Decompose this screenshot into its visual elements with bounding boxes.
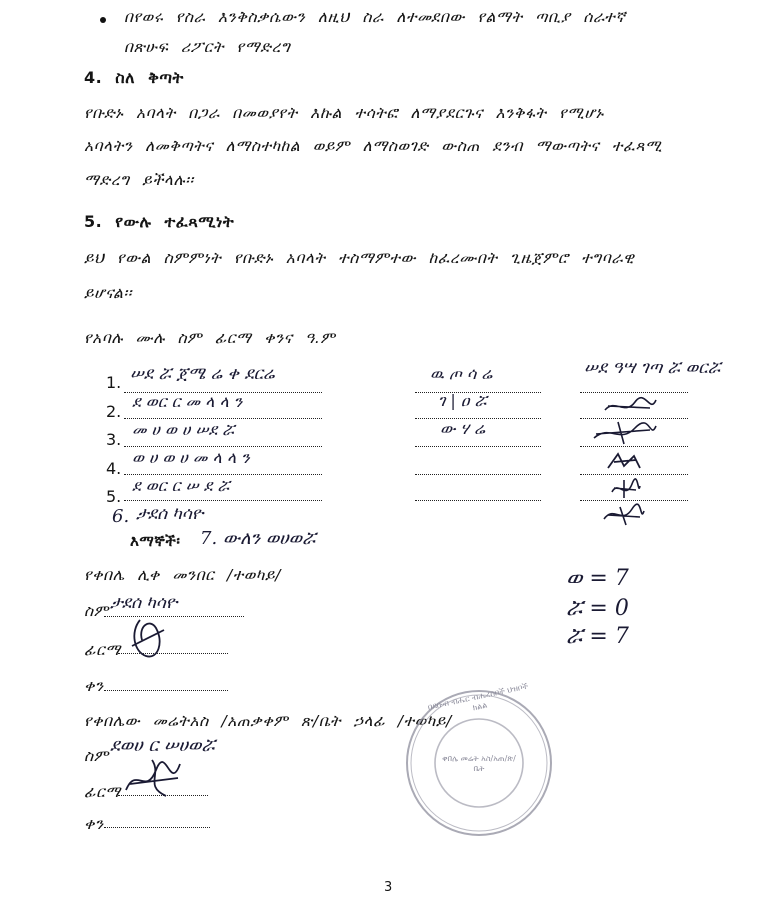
signature-line <box>580 392 688 393</box>
receiver2-title: የቀበሌው መሬትአስ /አጠቃቀም ጽ/ቤት ኃላፊ /ተወካይ/ <box>84 712 452 730</box>
receiver1-name-label: ስም <box>84 602 109 620</box>
member-name: ታደሰ ካሳዮ <box>136 504 204 524</box>
receiver2-name-label: ስም <box>84 747 109 765</box>
section4-para-line2: አባላትን ለመቅጣትና ለማስተካከል ወይም ለማስወገድ ውስጠ ደንብ ማውጣትና ተፈጻሚ <box>84 137 663 155</box>
receiver1-date-line <box>104 690 228 691</box>
section5-para-line1: ይህ የውል ስምምነት የቡድኑ አባላት ተስማምተው ከፈረሙበት ጊዜጀምሮ ተግባራዊ <box>84 249 635 267</box>
receiver2-signature-scribble <box>122 756 186 802</box>
name-line <box>124 446 322 447</box>
receiver2-name-value: ደወሀ ር ሠሀወሯ <box>110 735 215 756</box>
official-stamp <box>404 681 554 838</box>
tally-line: ሯ = 0 <box>566 596 629 621</box>
name-line <box>124 500 322 501</box>
signature-scribble <box>590 420 660 446</box>
members-header: የአባሉ ሙሉ ስም ፊርማ ቀንና ዓ.ም <box>84 329 336 347</box>
witness-entry: 7. ውለን ወሀወሯ <box>200 528 316 549</box>
tally-line: ሯ = 7 <box>566 624 629 649</box>
member-name: ወ ሀ ወ ሀ መ ላ ላ ን <box>132 448 250 467</box>
section4-para-line1: የቡድኑ አባላት በጋራ በመወያየት እኩል ተሳትፎ ለማያደርጉና እንቅፋት የሚሆኑ <box>84 104 604 122</box>
section4-heading: 4. ስለ ቅጣት <box>84 68 184 87</box>
name-line <box>124 418 322 419</box>
date-line <box>415 500 541 501</box>
receiver1-name-line <box>104 616 244 617</box>
member-name: ደ ወር ር መ ላ ላ ን <box>132 392 243 411</box>
section5-para-line2: ይሆናል፡፡ <box>84 284 133 302</box>
signature-scribble <box>608 478 642 500</box>
bullet-dot <box>100 17 106 23</box>
stamp-inner-text: ቀበሌ መሬት አስ/አጠ/ጽ/ቤት <box>442 754 516 773</box>
member-number: 3. <box>106 430 122 449</box>
signature-line <box>580 418 688 419</box>
receiver1-signature-label: ፊርማ <box>84 641 121 659</box>
tally-line: ወ = 7 <box>566 566 629 591</box>
member-name: ደ ወር ር ሠ ደ ሯ <box>132 476 230 495</box>
member-date: ገ | ዐ ሯ <box>438 391 487 410</box>
member-date: ው ሃ ሬ <box>440 419 485 438</box>
witnesses-label: እማኞች፡ <box>130 532 181 550</box>
member-date: ዉ ጦ ሳ ሬ <box>430 364 493 383</box>
bullet-text-line2: በጽሁፍ ሪፖርት የማድረግ <box>124 38 291 56</box>
signature-line <box>580 474 688 475</box>
member-name: መ ሀ ወ ሀ ሠደ ሯ <box>132 420 235 439</box>
stamp-outer-text: በደቡብ ብሔር ብሔረሰቦች ህዝቦች ክልል <box>426 681 529 713</box>
member-signature: ሠደ ዓሣ ገጣ ሯ ወርሯ <box>584 358 721 378</box>
signature-line <box>580 446 688 447</box>
bullet-text-line1: በየወሩ የስራ እንቅስቃሴውን ለዚህ ስራ ለተመደበው የልማት ጣቢያ ሰራተኛ <box>124 8 626 26</box>
signature-line <box>580 500 688 501</box>
section4-para-line3: ማድረግ ይችላሉ፡፡ <box>84 171 194 189</box>
member-number: 4. <box>106 459 122 478</box>
receiver1-name-value: ታደሰ ካሳዮ <box>110 593 178 613</box>
member-number: 5. <box>106 487 122 506</box>
member-number: 6. <box>112 506 130 527</box>
name-line <box>124 474 322 475</box>
receiver1-title: የቀበሌ ሊቀ መንበር /ተወካይ/ <box>84 566 281 584</box>
member-number: 2. <box>106 402 122 421</box>
signature-scribble <box>600 396 660 418</box>
receiver2-date-label: ቀን <box>84 815 104 833</box>
signature-scribble <box>600 503 646 527</box>
page-number: 3 <box>384 880 393 895</box>
receiver2-signature-label: ፊርማ <box>84 783 121 801</box>
member-name: ሠደ ሯ ጀሜ ሬ ቀ ደርሬ <box>130 364 275 384</box>
section5-heading: 5. የውሉ ተፈጻሚነት <box>84 212 235 231</box>
receiver2-date-line <box>104 827 210 828</box>
signature-scribble <box>604 450 644 472</box>
date-line <box>415 446 541 447</box>
receiver1-signature-scribble <box>128 616 168 660</box>
member-number: 1. <box>106 373 122 392</box>
receiver1-date-label: ቀን <box>84 677 104 695</box>
date-line <box>415 474 541 475</box>
